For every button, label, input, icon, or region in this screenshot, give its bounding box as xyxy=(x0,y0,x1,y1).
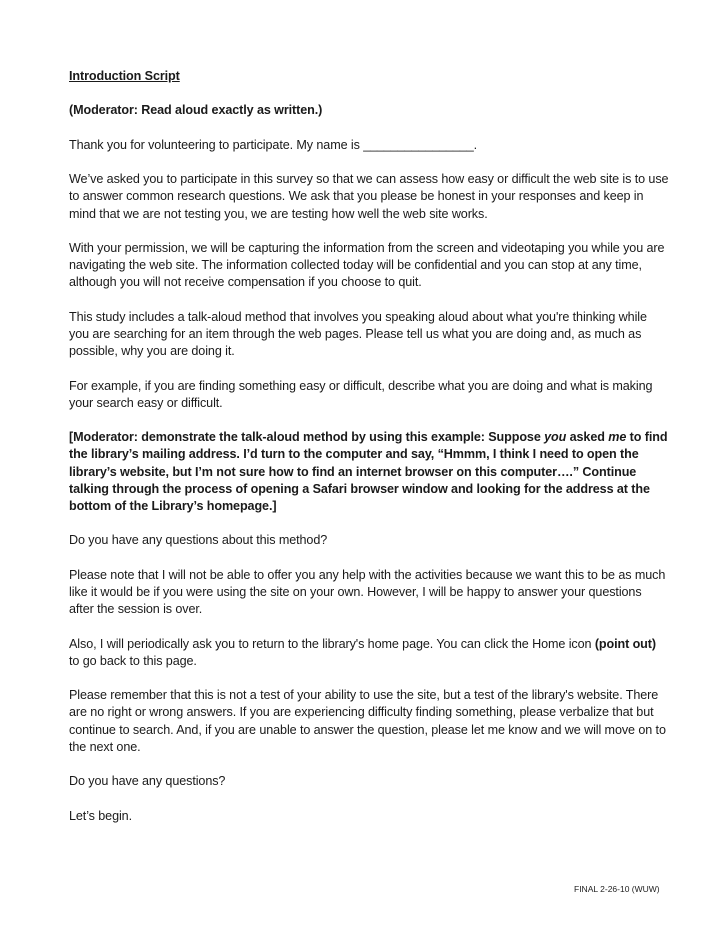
paragraph-permission: With your permission, we will be capturing the information from the screen and videotaping you while you are navigating the web site. The information collected today will be confidential and you can stop at any time, although you will not receive compensation if you choose to quit. xyxy=(69,240,665,290)
footer-label: FINAL 2-26-10 (WUW) xyxy=(574,884,660,894)
moderator-note: (Moderator: Read aloud exactly as written.) xyxy=(69,103,323,118)
paragraph-asked: We’ve asked you to participate in this survey so that we can assess how easy or difficult the web site is to use to answer common research questions. We ask that you please be honest in your responses and keep in mind that we are not testing you, we are testing how well the web site works. xyxy=(69,172,669,221)
paragraph-questions-method: Do you have any questions about this method? xyxy=(69,533,328,548)
paragraph-note: Please note that I will not be able to offer you any help with the activities because we want this to be as much like it would be if you were using the site on your own. However, I will be happy to answer your questions after the session is over. xyxy=(69,567,666,617)
paragraph-thank-you: Thank you for volunteering to participate. My name is ________________. xyxy=(69,137,478,152)
demo-text-part2: asked xyxy=(566,430,609,445)
paragraph-begin: Let’s begin. xyxy=(69,808,132,823)
document-title: Introduction Script xyxy=(69,69,180,83)
document-body xyxy=(69,68,669,842)
paragraph-home xyxy=(69,636,669,670)
moderator-demo-instructions xyxy=(69,429,669,515)
demo-emphasis-me: me xyxy=(608,430,627,445)
home-text-part2: to go back to this page. xyxy=(69,653,197,668)
paragraph-study: This study includes a talk-aloud method that involves you speaking aloud about what you're thinking while you are searching for an item through the web pages. Please tell us what you are doing and, as much as possible, why you are doing it. xyxy=(69,309,647,359)
paragraph-any-questions: Do you have any questions? xyxy=(69,774,226,789)
paragraph-remember: Please remember that this is not a test of your ability to use the site, but a test of the library's website. There are no right or wrong answers. If you are experiencing difficulty finding something, please verbalize that but continue to search. And, if you are unable to answer the question, please let me know and we will move on to the next one. xyxy=(69,688,666,754)
demo-text-part1: [Moderator: demonstrate the talk-aloud method by using this example: Suppose xyxy=(69,430,545,445)
point-out-note: (point out) xyxy=(594,636,656,651)
demo-emphasis-you: you xyxy=(544,430,567,445)
paragraph-example: For example, if you are finding something easy or difficult, describe what you are doing and what is making your search easy or difficult. xyxy=(69,378,653,410)
home-text-part1: Also, I will periodically ask you to return to the library's home page. You can click the Home icon xyxy=(69,636,595,651)
demo-text-part3: to find the library’s mailing address. I’d turn to the computer and say, “Hmmm, I think I need to open the library’s website, but I’m not sure how to find an internet browser on this computer….” Continue talking through the process of opening a Safari browser window and looking for the address at the bottom of the Library’s homepage.] xyxy=(69,430,668,513)
